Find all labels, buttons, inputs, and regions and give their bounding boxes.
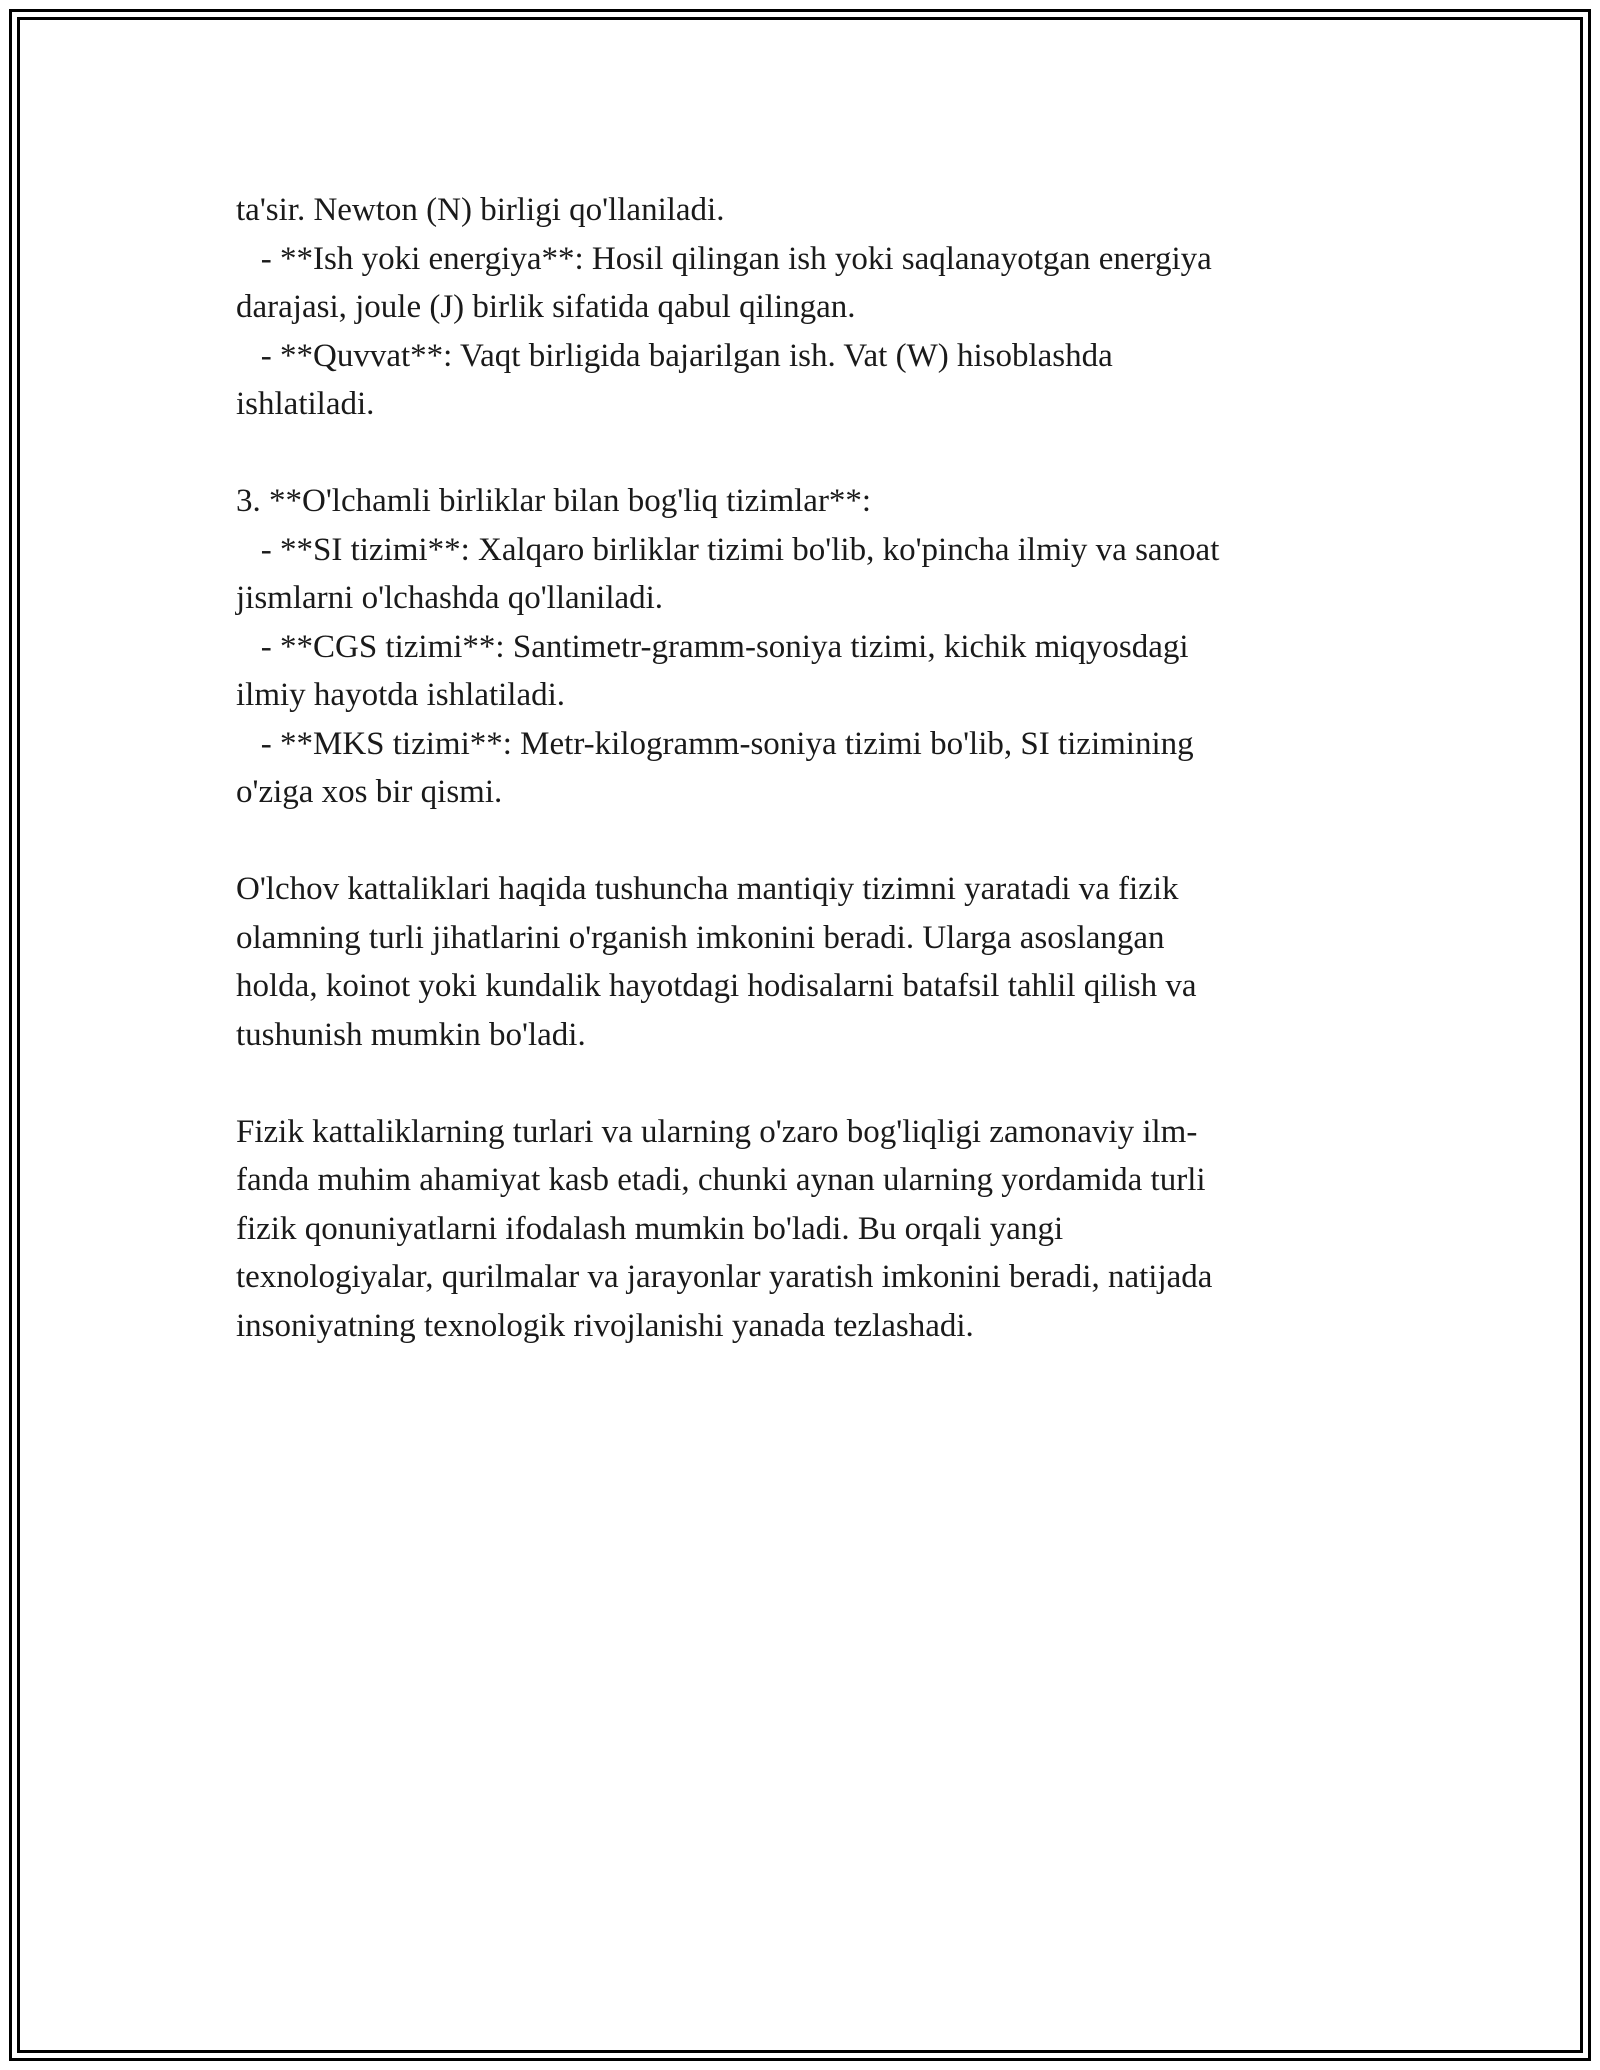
text-line: - **MKS tizimi**: Metr-kilogramm-soniya tizimi bo'lib, SI tizimining (236, 725, 1194, 762)
text-line: o'ziga xos bir qismi. (236, 774, 503, 810)
paragraph-gap (236, 429, 1366, 478)
paragraph-gap (236, 817, 1366, 866)
text-line: Fizik kattaliklarning turlari va ularning o'zaro bog'liqligi zamonaviy ilm- (236, 1113, 1198, 1150)
text-line: ishlatiladi. (236, 386, 375, 422)
text-line: ilmiy hayotda ishlatiladi. (236, 677, 566, 713)
text-line: jismlarni o'lchashda qo'llaniladi. (236, 580, 664, 616)
text-line: tushunish mumkin bo'ladi. (236, 1016, 586, 1053)
paragraph-gap (236, 1059, 1366, 1108)
text-line: ta'sir. Newton (N) birligi qo'llaniladi. (236, 192, 725, 228)
text-line: - **CGS tizimi**: Santimetr-gramm-soniya tizimi, kichik miqyosdagi (236, 628, 1189, 665)
text-line: 3. **O'lchamli birliklar bilan bog'liq tizimlar**: (236, 483, 872, 519)
text-line: - **Quvvat**: Vaqt birligida bajarilgan ish. Vat (W) hisoblashda (236, 337, 1113, 374)
document-body (236, 186, 1366, 1350)
text-line: - **SI tizimi**: Xalqaro birliklar tizimi bo'lib, ko'pincha ilmiy va sanoat (236, 531, 1220, 568)
text-line: darajasi, joule (J) birlik sifatida qabul qilingan. (236, 289, 856, 325)
text-line: texnologiyalar, qurilmalar va jarayonlar yaratish imkonini beradi, natijada (236, 1259, 1213, 1295)
text-block (236, 477, 1366, 817)
text-line: - **Ish yoki energiya**: Hosil qilingan ish yoki saqlanayotgan energiya (236, 240, 1212, 277)
text-line: fanda muhim ahamiyat kasb etadi, chunki aynan ularning yordamida turli (236, 1162, 1206, 1198)
text-line: olamning turli jihatlarini o'rganish imkonini beradi. Ularga asoslangan (236, 919, 1165, 956)
text-line: holda, koinot yoki kundalik hayotdagi hodisalarni batafsil tahlil qilish va (236, 968, 1197, 1004)
text-block (236, 865, 1366, 1059)
text-line: O'lchov kattaliklari haqida tushuncha mantiqiy tizimni yaratadi va fizik (236, 871, 1179, 907)
text-block (236, 186, 1366, 429)
text-block (236, 1108, 1366, 1351)
text-line: insoniyatning texnologik rivojlanishi yanada tezlashadi. (236, 1307, 974, 1344)
text-line: fizik qonuniyatlarni ifodalash mumkin bo'ladi. Bu orqali yangi (236, 1210, 1064, 1247)
